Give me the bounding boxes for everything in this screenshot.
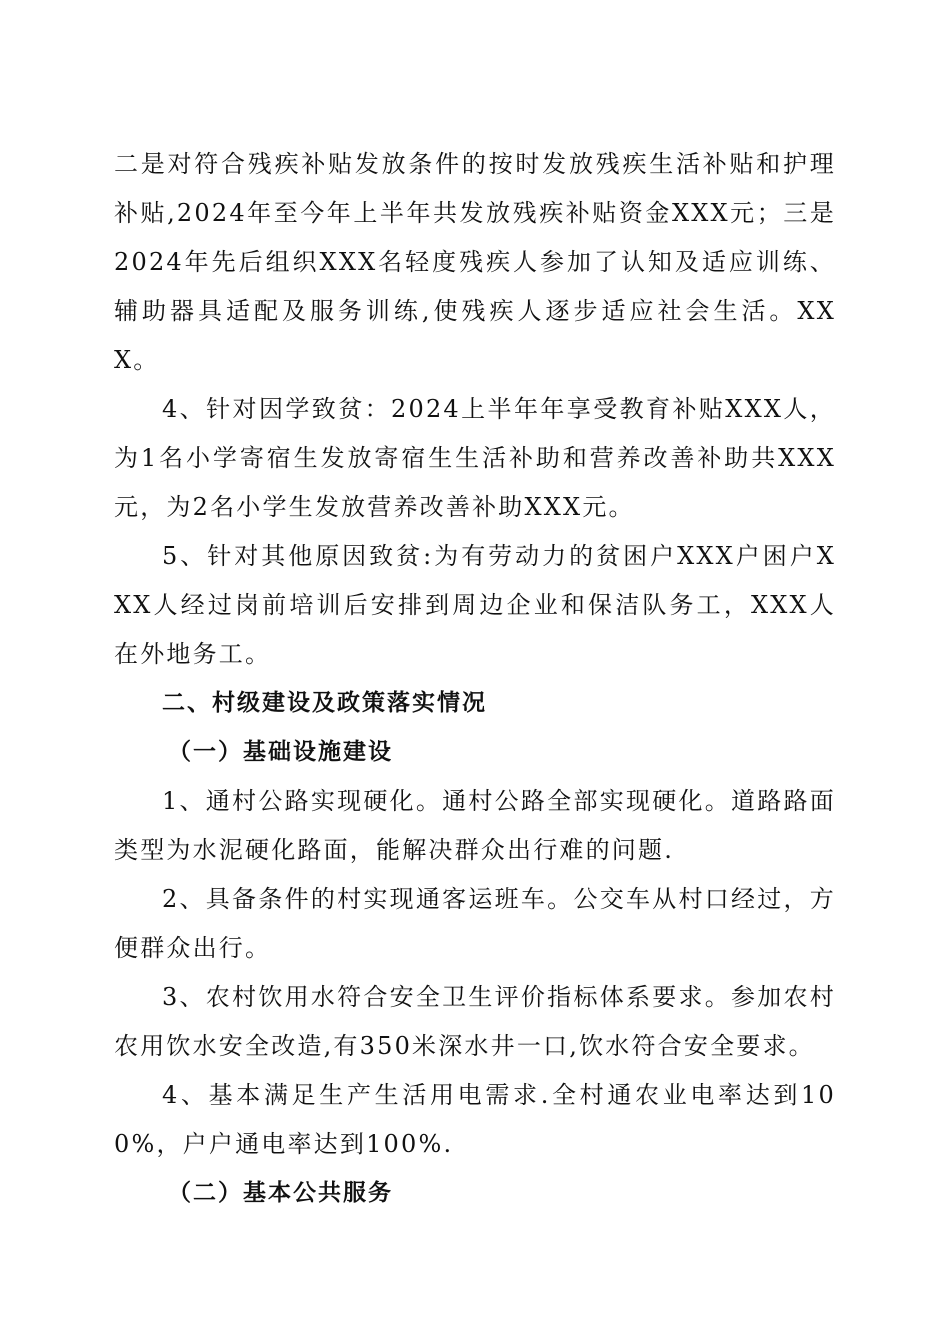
paragraph-other-poverty: 5、针对其他原因致贫:为有劳动力的贫困户XXX户困户XXX人经过岗前培训后安排到周边企业和保洁队务工，XXX人在外地务工。 bbox=[114, 542, 836, 668]
subsection-heading-infrastructure: （一）基础设施建设 bbox=[168, 739, 393, 765]
section-heading-village-construction: 二、村级建设及政策落实情况 bbox=[162, 690, 487, 716]
subsection-heading-public-services: （二）基本公共服务 bbox=[168, 1180, 393, 1206]
paragraph-electricity: 4、基本满足生产生活用电需求.全村通农业电率达到100%，户户通电率达到100%. bbox=[114, 1081, 836, 1158]
paragraph-bus-service: 2、具备条件的村实现通客运班车。公交车从村口经过，方便群众出行。 bbox=[114, 885, 836, 962]
paragraph-education-poverty: 4、针对因学致贫：2024上半年年享受教育补贴XXX人，为1名小学寄宿生发放寄宿生生活补助和营养改善补助共XXX元，为2名小学生发放营养改善补助XXX元。 bbox=[114, 395, 836, 521]
paragraph-road-hardening: 1、通村公路实现硬化。通村公路全部实现硬化。道路路面类型为水泥硬化路面，能解决群众出行难的问题. bbox=[114, 787, 836, 864]
paragraph-drinking-water: 3、农村饮用水符合安全卫生评价指标体系要求。参加农村农用饮水安全改造,有350米深水井一口,饮水符合安全要求。 bbox=[114, 983, 836, 1060]
paragraph-disability-subsidy: 二是对符合残疾补贴发放条件的按时发放残疾生活补贴和护理补贴,2024年至今年上半年共发放残疾补贴资金XXX元；三是2024年先后组织XXX名轻度残疾人参加了认知及适应训练、辅助器具适配及服务训练,使残疾人逐步适应社会生活。XXX。 bbox=[114, 150, 836, 374]
document-body bbox=[114, 140, 836, 1218]
